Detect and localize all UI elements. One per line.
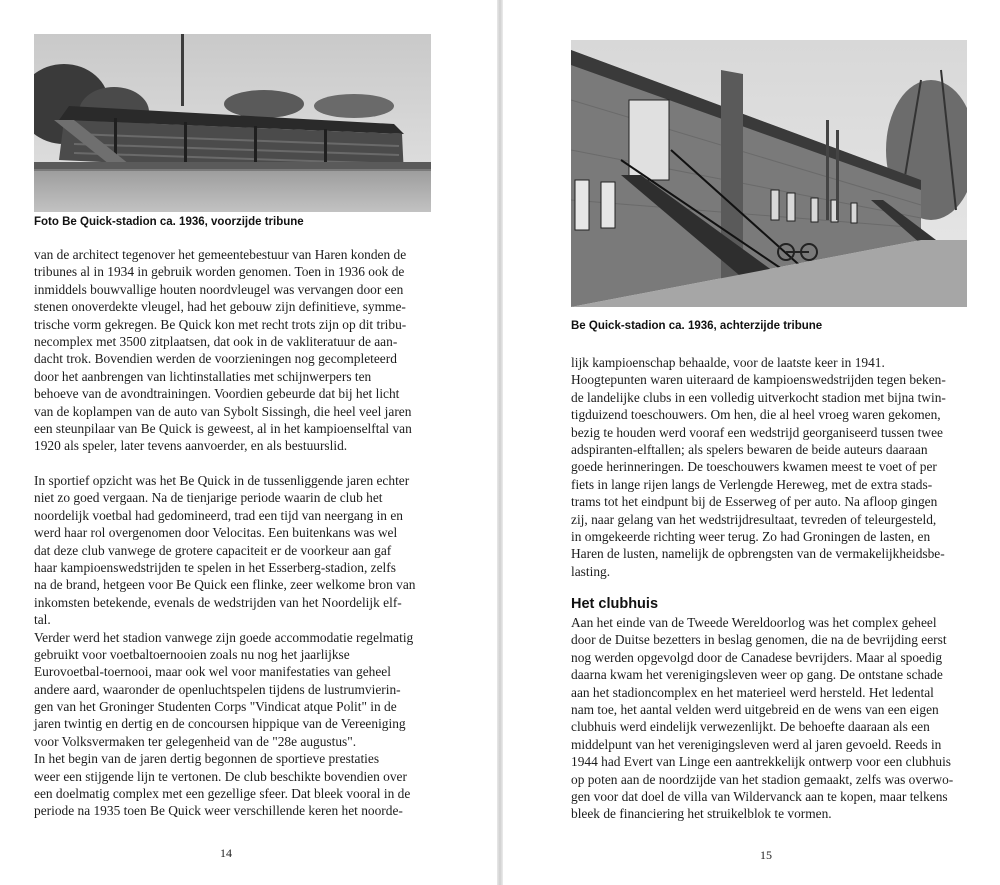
right-paragraph-1 (571, 354, 991, 580)
text-line: door de Duitse bezetters in beslag genomen, die na de bevrijding eerst (571, 632, 947, 648)
left-paragraph-2 (34, 472, 464, 820)
text-line: periode na 1935 toen Be Quick weer verschillende keren het noorde- (34, 803, 403, 819)
text-line: in omgekeerde richting weer terug. Zo had Groningen de lasten, en (571, 528, 931, 544)
text-line: stenen onoverdekte vleugel, had het gebouw zijn definitieve, symme- (34, 299, 406, 315)
text-line: niet zo goed vergaan. Na de tienjarige periode waarin de club het (34, 490, 383, 506)
section-heading: Het clubhuis (571, 596, 659, 612)
text-line: behoeve van de avondtrainingen. Voordien gebeurde dat bij het licht (34, 386, 400, 402)
text-line: 1944 had Evert van Linge een aantrekkelijk ontwerp voor een clubhuis (571, 754, 952, 770)
text-line: gen van het Groninger Studenten Corps "Vindicat atque Polit" in de (34, 699, 397, 715)
page-number-left: 14 (220, 846, 232, 860)
text-line: nam toe, het aantal velden werd uitgebreid en de wens van een eigen (571, 701, 939, 717)
text-line: dat deze club vanwege de grotere capaciteit er de voorkeur aan gaf (34, 542, 392, 558)
text-line: adspiranten-elftallen; als spelers bewaren de beide auteurs daaraan (571, 441, 928, 457)
text-line: gen voor dat doel de villa van Wildervanck aan te kopen, maar telkens (571, 788, 948, 804)
text-line: fiets in lange rijen langs de Verlengde Hereweg, met de extra stads- (571, 476, 933, 492)
text-line: trische vorm gekregen. Be Quick kon met recht trots zijn op dit tribu- (34, 316, 407, 332)
text-line: van de koplampen van de auto van Sybolt Sissingh, die heel veel jaren (34, 403, 412, 419)
text-line: voor Volksvermaken ter gelegenheid van de "28e augustus". (34, 733, 357, 749)
text-line: In het begin van de jaren dertig begonnen de sportieve prestaties (34, 751, 380, 767)
text-line: clubhuis werd eindelijk verwezenlijkt. De behoefte daaraan als een (571, 719, 930, 735)
text-line: tribunes al in 1934 in gebruik worden genomen. Toen in 1936 ook de (34, 264, 405, 280)
text-line: aan het stadioncomplex en het materieel werd hersteld. Het ledental (571, 684, 934, 700)
page-number-right: 15 (760, 848, 772, 862)
text-line: van de architect tegenover het gemeentebestuur van Haren konden de (34, 247, 407, 262)
text-line: zij, naar gelang van het wedstrijdresultaat, tevreden of teleurgesteld, (571, 511, 937, 527)
text-line: Eurovoetbal-toernooi, maar ook wel voor manifestaties van geheel (34, 664, 391, 680)
text-line: inkomsten betekende, evenals de wedstrijden van het Noordelijk elf- (34, 594, 402, 610)
text-line: tigduizend toeschouwers. Om hen, die al heel vroeg waren gekomen, (571, 407, 941, 423)
text-line: daarna kwam het verenigingsleven weer op gang. De ontstane schade (571, 667, 943, 683)
text-line: op poten aan de noordzijde van het stadion gemaakt, zelfs was overwo- (571, 771, 954, 787)
text-line: een steunpilaar van Be Quick is geweest, al in het kampioenselftal van (34, 420, 412, 436)
text-line: lasting. (571, 563, 611, 579)
text-line: bezig te houden werd vooraf een wedstrijd georganiseerd tussen twee (571, 424, 943, 440)
text-line: jaren twintig en dertig en de concoursen hippique van de Vereeniging (34, 716, 406, 732)
text-line: de landelijke clubs in een volledig uitverkocht stadion met bijna twin- (571, 389, 946, 405)
text-line: necomplex met 3500 zitplaatsen, dat ook in de vakliteratuur de aan- (34, 333, 398, 349)
text-line: nog werden opgevolgd door de Canadese bevrijders. Maar al spoedig (571, 649, 943, 665)
text-line: goede herinneringen. De toeschouwers kwamen meest te voet of per (571, 459, 937, 475)
text-line: Verder werd het stadion vanwege zijn goede accommodatie regelmatig (34, 629, 414, 645)
text-line: door het aanbrengen van lichtinstallaties met schijnwerpers ten (34, 368, 372, 384)
left-paragraph-1 (34, 246, 464, 455)
right-page (502, 0, 1000, 885)
text-line: In sportief opzicht was het Be Quick in de tussenliggende jaren echter (34, 473, 410, 488)
text-line: Hoogtepunten waren uiteraard de kampioenswedstrijden tegen beken- (571, 372, 946, 388)
text-line: haar kampioenswedstrijden te spelen in het Esserberg-stadion, zelfs (34, 559, 396, 575)
photo-rear-grandstand (571, 40, 967, 307)
text-line: trams tot het eindpunt bij de Esserweg of per auto. Na afloop gingen (571, 494, 938, 510)
text-line: dacht trok. Bovendien werden de voorzieningen nog gecompleteerd (34, 351, 397, 367)
text-line: lijk kampioenschap behaalde, voor de laatste keer in 1941. (571, 355, 885, 370)
text-line: andere aard, waaronder de openluchtspelen tijdens de lustrumvierin- (34, 681, 401, 697)
text-line: tal. (34, 612, 51, 628)
text-line: gebruikt voor voetbaltoernooien zoals nu nog het jaarlijkse (34, 646, 350, 662)
text-line: middelpunt van het verenigingsleven werd al jaren gevoeld. Reeds in (571, 736, 942, 752)
photo-front-grandstand (34, 34, 431, 212)
text-line: een doelmatig complex met een gezellige sfeer. Dat bleek vooral in de (34, 786, 411, 802)
text-line: Aan het einde van de Tweede Wereldoorlog was het complex geheel (571, 615, 937, 630)
text-line: werd haar rol overgenomen door Velocitas. Een buitenkans was wel (34, 525, 398, 541)
photo-caption-rear: Be Quick-stadion ca. 1936, achterzijde tribune (571, 320, 823, 332)
text-line: weer een stijgende lijn te vertonen. De club beschikte bovendien over (34, 768, 407, 784)
text-line: noordelijk voetbal had gedomineerd, trad een tijd van neergang in en (34, 507, 403, 523)
right-paragraph-2 (571, 614, 991, 823)
text-line: bleek de financiering het struikelblok te vormen. (571, 806, 832, 822)
text-line: na de brand, hetgeen voor Be Quick een flinke, zeer welkome bron van (34, 577, 416, 593)
text-line: Haren de lusten, namelijk de opbrengsten van de vermakelijkheidsbe- (571, 546, 945, 562)
text-line: 1920 als speler, later tevens aanvoerder, en als bestuurslid. (34, 438, 348, 454)
text-line: inmiddels bouwvallige houten noordvleugel was vervangen door een (34, 281, 404, 297)
photo-caption-front: Foto Be Quick-stadion ca. 1936, voorzijde tribune (34, 216, 304, 228)
